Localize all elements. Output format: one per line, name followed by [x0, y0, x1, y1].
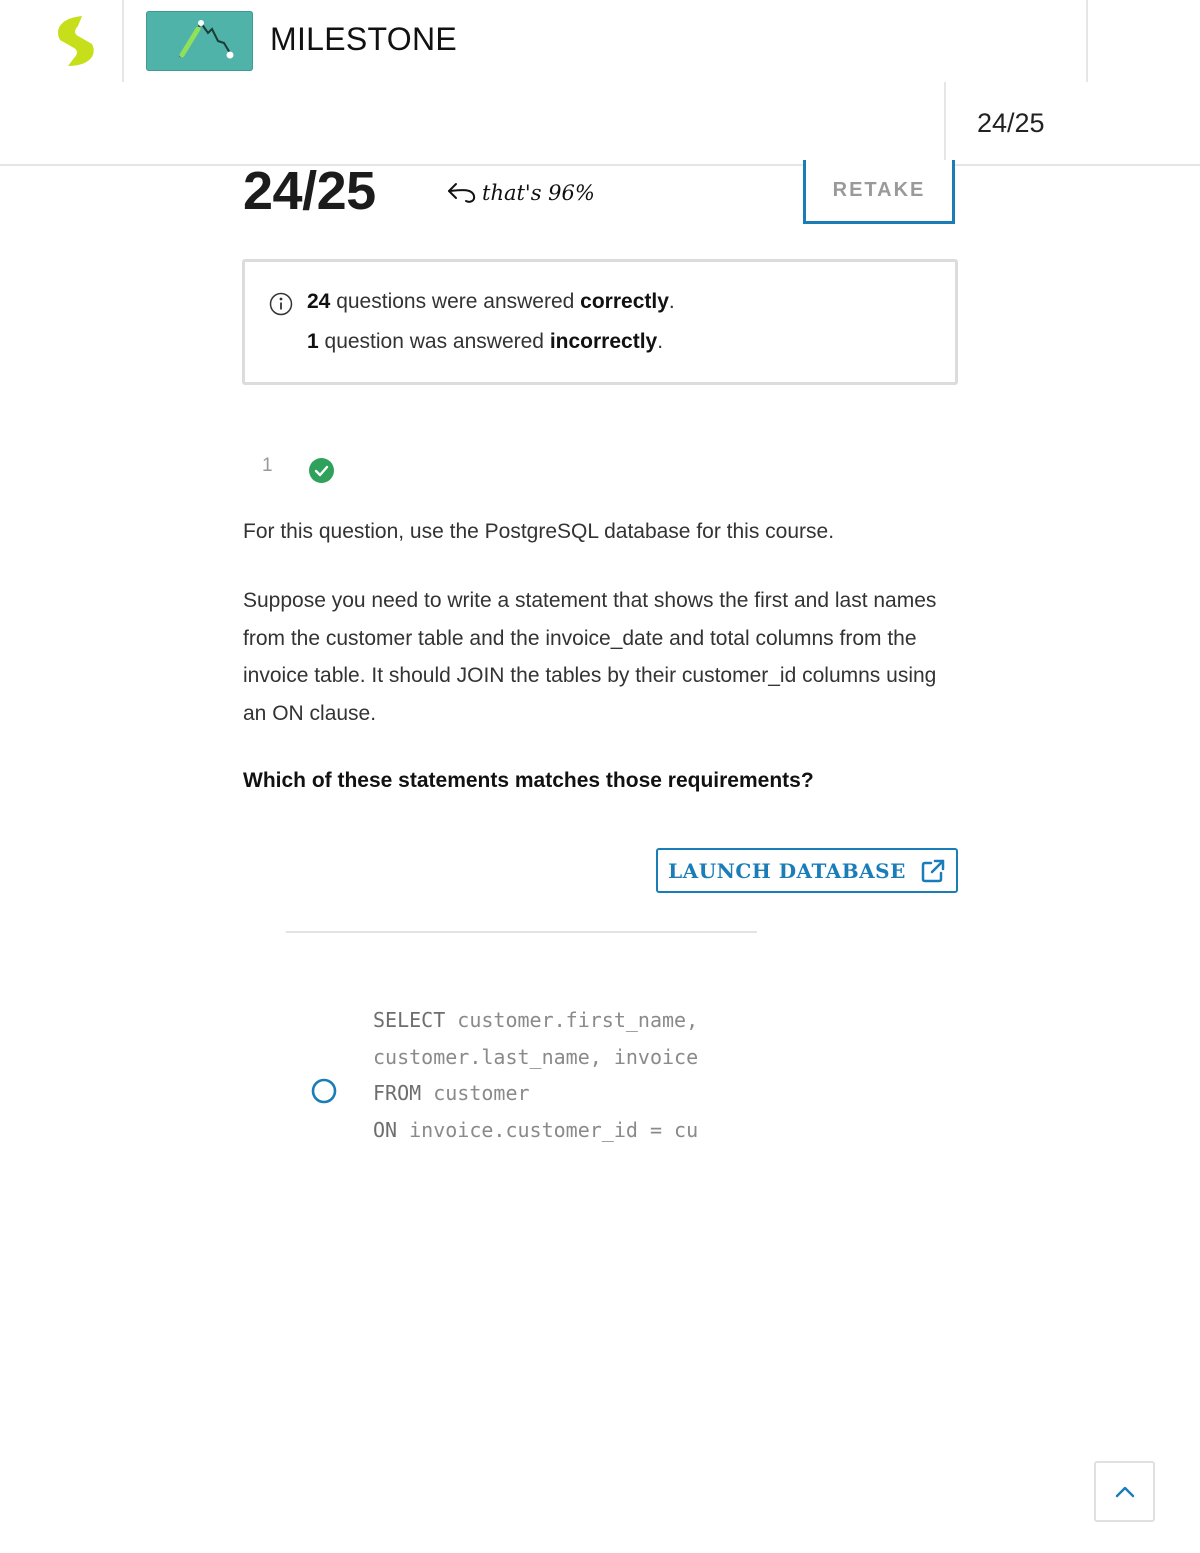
- sql-text: invoice.customer_id = cu: [397, 1118, 699, 1143]
- answer-radio-button[interactable]: [311, 1078, 337, 1104]
- question-intro: For this question, use the PostgreSQL database for this course.: [243, 520, 835, 543]
- question-body: Suppose you need to write a statement that shows the first and last names from the customer table and the invoice_date and total columns from the invoice table. It should JOIN the tables by their customer_id columns using an ON clause.: [243, 589, 937, 725]
- correct-count: 24: [307, 290, 331, 313]
- chevron-up-icon: [1113, 1480, 1137, 1504]
- retake-button[interactable]: RETAKE: [803, 160, 955, 224]
- sql-text: customer.first_name,: [445, 1008, 699, 1032]
- header-divider: [122, 0, 124, 82]
- top-header: [0, 0, 1200, 82]
- sql-keyword: ON: [373, 1118, 398, 1143]
- correct-word: correctly: [580, 290, 669, 313]
- results-summary: [242, 259, 958, 385]
- answer-divider: [286, 931, 757, 933]
- score-divider: [944, 82, 946, 164]
- period: .: [668, 290, 675, 313]
- correct-summary: [307, 290, 675, 314]
- sophia-logo-icon[interactable]: [52, 14, 100, 70]
- curved-arrow-icon: [446, 180, 478, 206]
- percent-note-text: that's 96%: [482, 181, 595, 205]
- sql-text: customer.last_name, invoice: [373, 1044, 699, 1069]
- header-score: 24/25: [977, 108, 1045, 138]
- incorrect-count: 1: [307, 330, 319, 353]
- info-icon: [269, 292, 293, 316]
- correct-check-icon: [308, 457, 335, 484]
- incorrect-word: incorrectly: [549, 330, 658, 353]
- sql-text: customer: [421, 1081, 530, 1106]
- score-total: 24/25: [243, 161, 376, 221]
- percent-note: [446, 180, 595, 206]
- sql-keyword: FROM: [373, 1081, 422, 1106]
- question-number: 1: [262, 455, 273, 476]
- sql-keyword: SELECT: [373, 1008, 446, 1032]
- incorrect-text: question was answered: [318, 330, 550, 353]
- question-prompt: Which of these statements matches those requirements?: [243, 769, 814, 792]
- launch-database-label: LAUNCH DATABASE: [668, 858, 906, 883]
- correct-text: questions were answered: [330, 290, 581, 313]
- milestone-path-icon: [146, 11, 253, 71]
- header-divider: [1086, 0, 1088, 82]
- incorrect-summary: [307, 330, 663, 354]
- app-title: MILESTONE: [270, 21, 458, 57]
- external-link-icon: [920, 858, 946, 884]
- scroll-to-top-button[interactable]: [1094, 1461, 1155, 1522]
- answer-option-code[interactable]: [373, 1002, 735, 1149]
- score-bar: [0, 82, 1200, 166]
- launch-database-button[interactable]: [656, 848, 958, 893]
- period: .: [657, 330, 664, 353]
- milestone-thumbnail: [146, 11, 253, 71]
